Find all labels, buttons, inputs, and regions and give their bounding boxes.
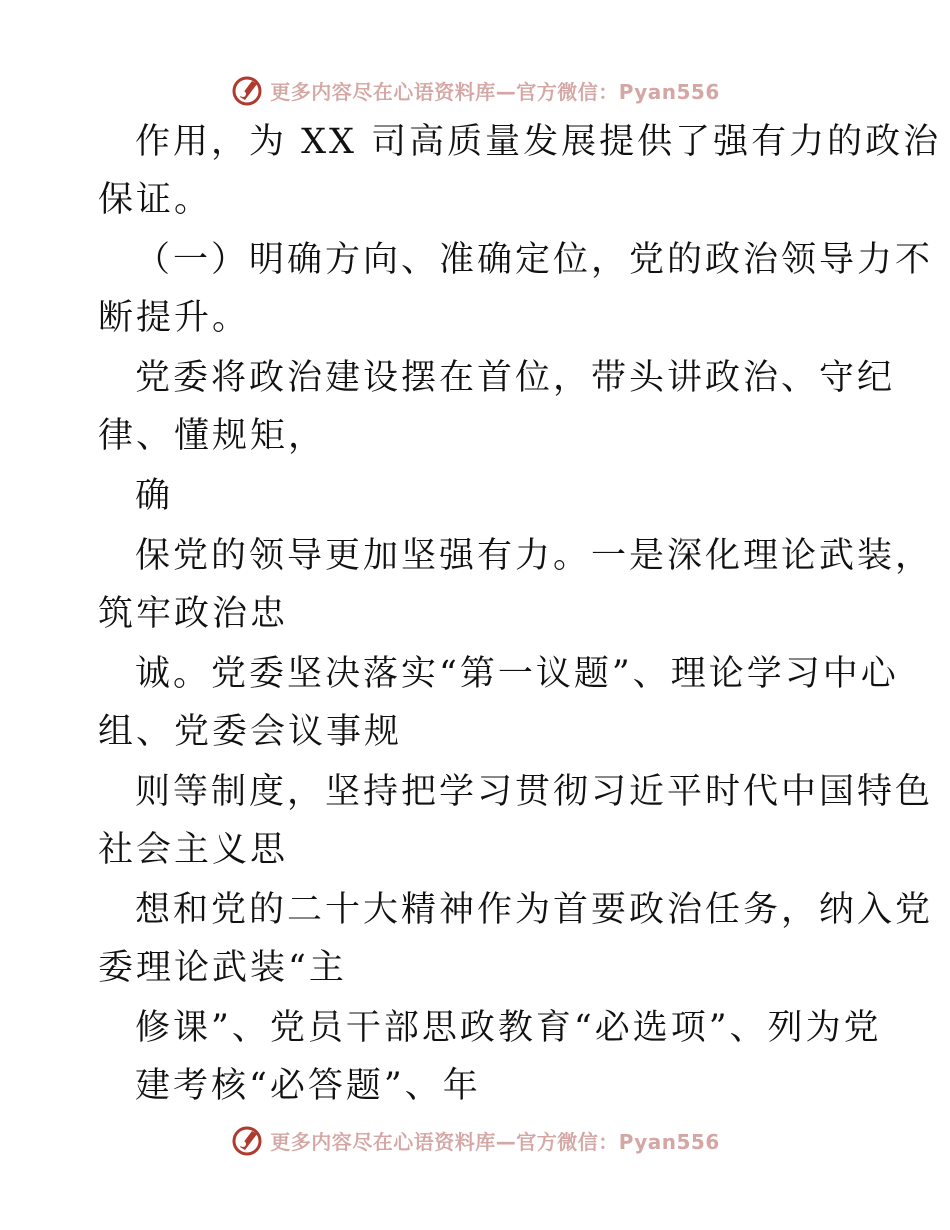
text-line: 建考核“必答题”、年 — [135, 1066, 481, 1106]
header-banner-text: 更多内容尽在心语资料库—官方微信：Pyan556 — [270, 79, 720, 104]
header-banner — [0, 70, 950, 110]
text-line: 则等制度，坚持把学习贯彻习近平时代中国特色 — [135, 772, 934, 812]
text-line: 组、党委会议事规 — [98, 712, 403, 752]
text-line: 党委将政治建设摆在首位，带头讲政治、守纪 — [135, 358, 896, 398]
text-line: 想和党的二十大精神作为首要政治任务，纳入党 — [135, 890, 934, 930]
text-line: 保党的领导更加坚强有力。一是深化理论武装， — [135, 536, 934, 576]
text-line: 律、懂规矩， — [98, 416, 327, 456]
footer-banner-text: 更多内容尽在心语资料库—官方微信：Pyan556 — [270, 1129, 720, 1154]
footer-banner — [0, 1120, 950, 1160]
text-line: 保证。 — [98, 180, 213, 220]
text-line: 委理论武装“主 — [98, 948, 347, 988]
text-line: 修课”、党员干部思政教育“必选项”、列为党 — [135, 1008, 882, 1048]
text-line: 作用，为 XX 司高质量发展提供了强有力的政治 — [135, 122, 942, 162]
text-line: 确 — [135, 476, 174, 516]
pen-nib-logo-icon — [230, 1123, 264, 1157]
text-line: 筑牢政治忠 — [98, 594, 289, 634]
text-line: 诚。党委坚决落实“第一议题”、理论学习中心 — [135, 654, 899, 694]
pen-nib-logo-icon — [230, 73, 264, 107]
text-line: 断提升。 — [98, 298, 251, 338]
text-line: 社会主义思 — [98, 830, 289, 870]
section-heading: （一）明确方向、准确定位，党的政治领导力不 — [135, 240, 934, 280]
